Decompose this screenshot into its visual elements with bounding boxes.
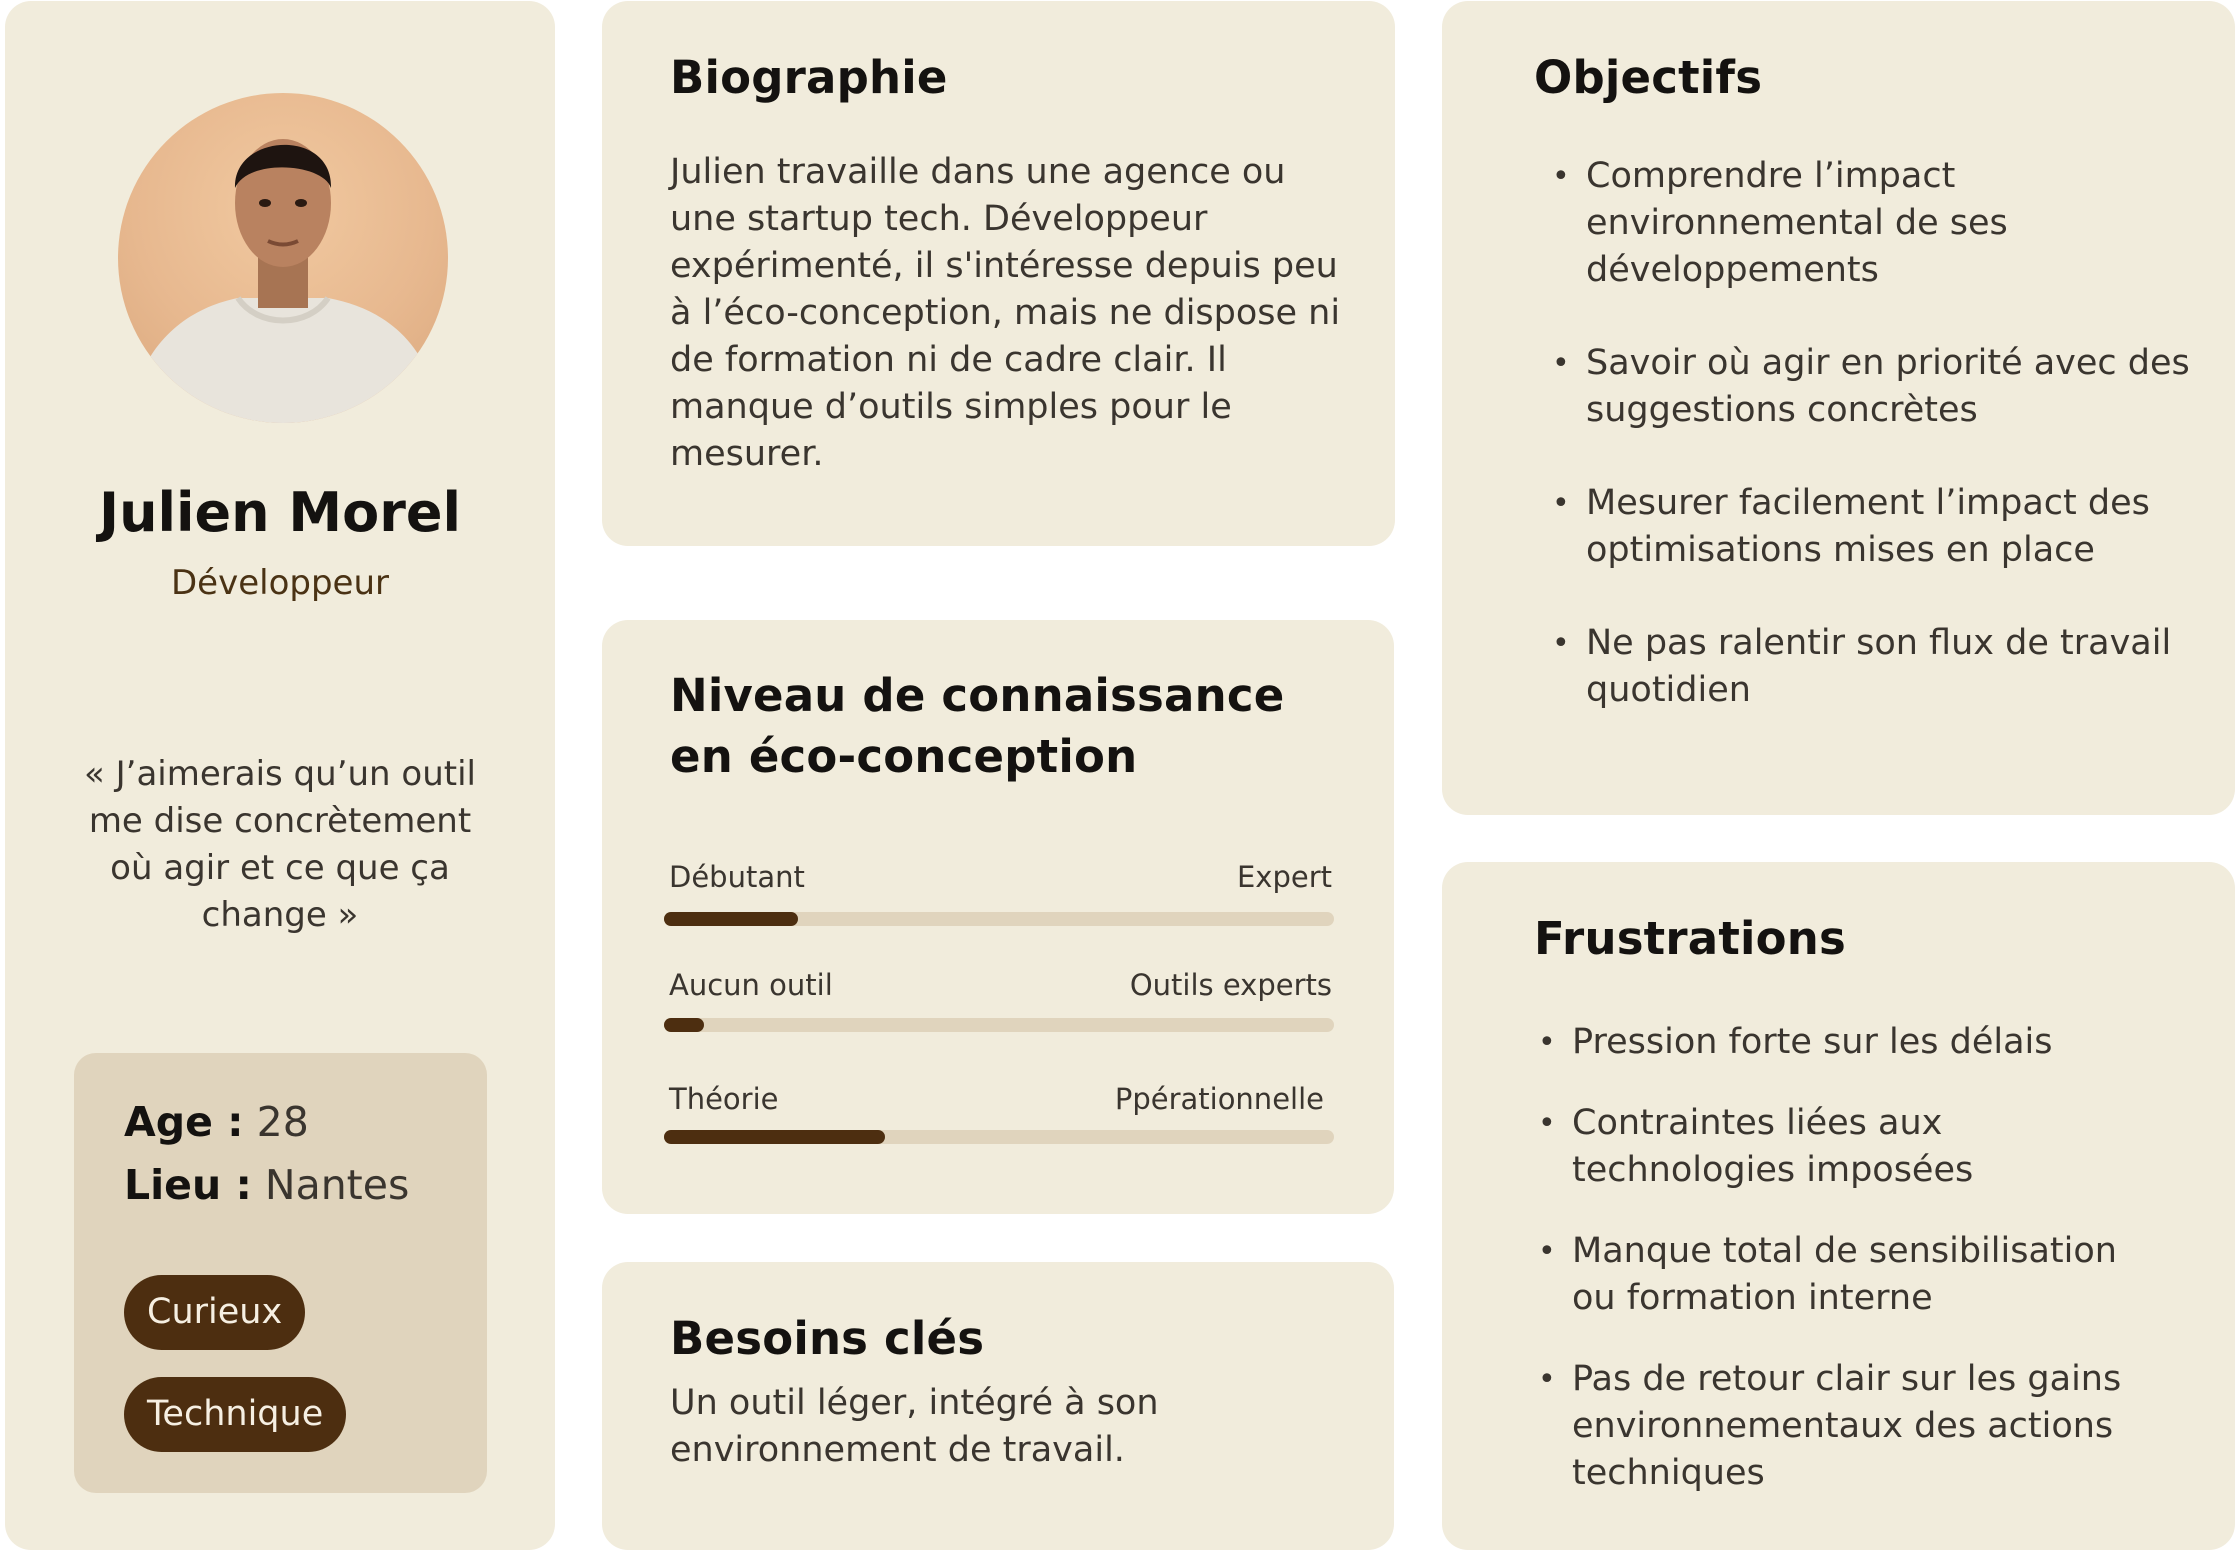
age-line: [124, 1098, 309, 1146]
tag-technique: Technique: [124, 1377, 346, 1452]
profile-card: [5, 1, 555, 1550]
knowledge-scale-level: [664, 860, 1334, 900]
scale-fill: [664, 912, 798, 926]
location-label: Lieu :: [124, 1161, 252, 1209]
tag-curieux: Curieux: [124, 1275, 305, 1350]
biography-title: Biographie: [670, 51, 948, 104]
avatar: [118, 93, 448, 423]
list-item: • Comprendre l’impact environnemental de ses développements: [1552, 153, 2192, 294]
knowledge-scale-practice: [664, 1082, 1334, 1122]
scale-left-label: Théorie: [669, 1082, 779, 1116]
knowledge-scale-tools: [664, 968, 1334, 1008]
frustrations-title: Frustrations: [1534, 912, 1847, 965]
objectives-list: [1552, 153, 2192, 714]
age-label: Age :: [124, 1098, 244, 1146]
knowledge-card: [602, 620, 1394, 1214]
biography-text: Julien travaille dans une agence ou une startup tech. Développeur expérimenté, il s'intéresse depuis peu à l’éco-conception, mais ne dispose ni de formation ni de cadre clair. Il manque d’outils simples pour le mesurer.: [670, 152, 1341, 474]
list-item: • Ne pas ralentir son flux de travail quotidien: [1552, 620, 2192, 714]
scale-track: [664, 1130, 1334, 1144]
scale-right-label: Ppérationnelle: [1114, 1082, 1324, 1116]
scale-track: [664, 912, 1334, 926]
persona-quote: « J’aimerais qu’un outil me dise concrètement où agir et ce que ça change »: [84, 754, 476, 935]
objectives-card: [1442, 1, 2235, 815]
persona-name: Julien Morel: [98, 481, 462, 544]
objectives-title: Objectifs: [1534, 51, 1763, 104]
list-item: • Pas de retour clair sur les gains environnementaux des actions techniques: [1538, 1356, 2138, 1497]
knowledge-title: Niveau de connaissance en éco-conception: [670, 669, 1285, 783]
location-line: [124, 1161, 409, 1209]
frustrations-list: [1538, 1019, 2138, 1497]
scale-fill: [664, 1130, 885, 1144]
needs-title: Besoins clés: [670, 1312, 985, 1365]
person-portrait-image: [118, 93, 448, 423]
scale-left-label: Aucun outil: [669, 968, 833, 1002]
list-item: • Mesurer facilement l’impact des optimisations mises en place: [1552, 480, 2192, 574]
frustrations-card: [1442, 862, 2235, 1550]
scale-left-label: Débutant: [669, 860, 805, 894]
info-panel: [74, 1053, 487, 1493]
biography-card: [602, 1, 1395, 546]
age-value: 28: [256, 1098, 309, 1146]
location-value: Nantes: [264, 1161, 410, 1209]
list-item: • Manque total de sensibilisation ou formation interne: [1538, 1228, 2138, 1322]
scale-track: [664, 1018, 1334, 1032]
list-item: • Savoir où agir en priorité avec des suggestions concrètes: [1552, 340, 2192, 434]
scale-right-label: Outils experts: [1129, 968, 1332, 1002]
scale-fill: [664, 1018, 704, 1032]
needs-card: [602, 1262, 1394, 1550]
scale-right-label: Expert: [1236, 860, 1332, 894]
persona-role: Développeur: [171, 563, 389, 603]
needs-text: Un outil léger, intégré à son environnement de travail.: [670, 1383, 1159, 1470]
list-item: • Contraintes liées aux technologies imposées: [1538, 1100, 2138, 1194]
list-item: • Pression forte sur les délais: [1538, 1019, 2138, 1066]
